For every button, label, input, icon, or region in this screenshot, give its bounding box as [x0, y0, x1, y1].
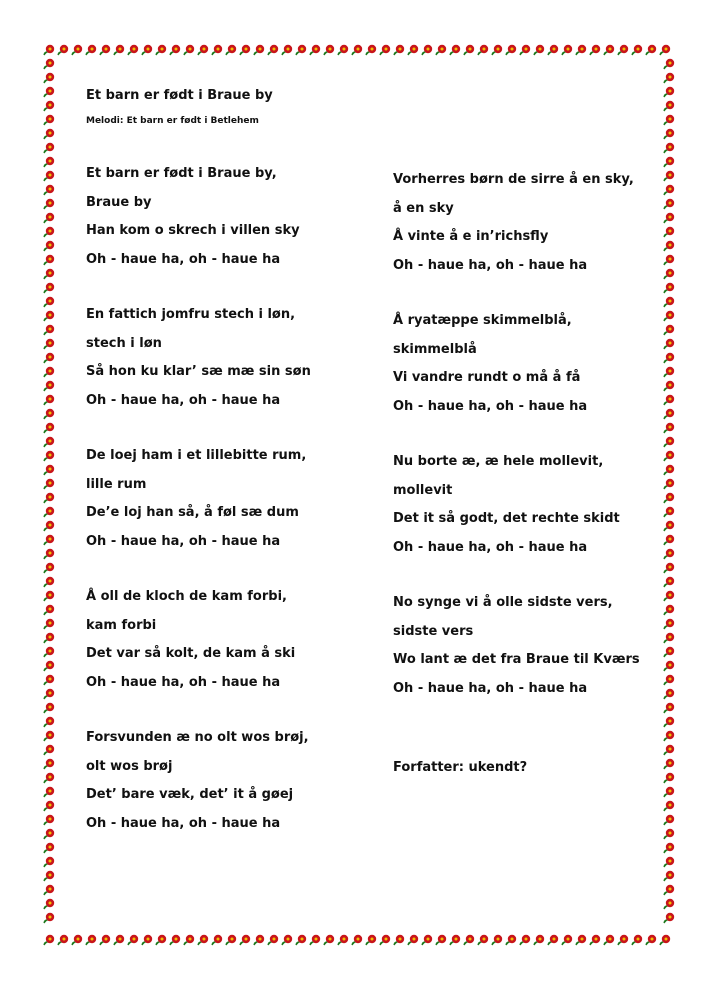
red-flower-icon	[662, 448, 676, 462]
lyric-line: Oh - haue ha, oh - haue ha	[86, 674, 281, 690]
red-flower-icon	[42, 112, 56, 126]
red-flower-icon	[662, 280, 676, 294]
red-flower-icon	[224, 932, 238, 946]
red-flower-icon	[378, 932, 392, 946]
red-flower-icon	[308, 42, 322, 56]
red-flower-icon	[182, 932, 196, 946]
red-flower-icon	[662, 434, 676, 448]
red-flower-icon	[280, 932, 294, 946]
lyric-line: Oh - haue ha, oh - haue ha	[86, 392, 281, 408]
lyric-line: Forsvunden æ no olt wos brøj,	[86, 730, 309, 745]
red-flower-icon	[476, 42, 490, 56]
lyric-line: Å oll de kloch de kam forbi,	[86, 589, 287, 604]
song-title: Et barn er født i Braue by	[86, 88, 273, 103]
red-flower-icon	[490, 42, 504, 56]
red-flower-icon	[406, 42, 420, 56]
red-flower-icon	[364, 932, 378, 946]
red-flower-icon	[662, 238, 676, 252]
lyric-line: mollevit	[393, 482, 453, 498]
red-flower-icon	[42, 434, 56, 448]
red-flower-icon	[42, 882, 56, 896]
stanza	[393, 307, 587, 421]
red-flower-icon	[42, 742, 56, 756]
red-flower-icon	[42, 406, 56, 420]
red-flower-icon	[662, 350, 676, 364]
red-flower-icon	[662, 630, 676, 644]
red-flower-icon	[602, 42, 616, 56]
stanza	[86, 160, 300, 274]
red-flower-icon	[42, 210, 56, 224]
red-flower-icon	[98, 42, 112, 56]
lyric-line: Braue by	[86, 194, 152, 210]
red-flower-icon	[662, 490, 676, 504]
red-flower-icon	[662, 182, 676, 196]
red-flower-icon	[322, 42, 336, 56]
red-flower-icon	[662, 868, 676, 882]
red-flower-icon	[336, 42, 350, 56]
red-flower-icon	[294, 42, 308, 56]
red-flower-icon	[588, 932, 602, 946]
red-flower-icon	[662, 518, 676, 532]
red-flower-icon	[662, 266, 676, 280]
red-flower-icon	[42, 546, 56, 560]
red-flower-icon	[42, 504, 56, 518]
red-flower-icon	[420, 42, 434, 56]
red-flower-icon	[42, 196, 56, 210]
red-flower-icon	[42, 910, 56, 924]
red-flower-icon	[662, 252, 676, 266]
red-flower-icon	[42, 798, 56, 812]
red-flower-icon	[630, 932, 644, 946]
red-flower-icon	[546, 932, 560, 946]
red-flower-icon	[560, 42, 574, 56]
author-note: Forfatter: ukendt?	[393, 760, 528, 775]
red-flower-icon	[42, 308, 56, 322]
red-flower-icon	[280, 42, 294, 56]
red-flower-icon	[662, 168, 676, 182]
red-flower-icon	[350, 932, 364, 946]
red-flower-icon	[662, 560, 676, 574]
red-flower-icon	[532, 42, 546, 56]
red-flower-icon	[252, 42, 266, 56]
border-row	[42, 932, 672, 946]
red-flower-icon	[42, 812, 56, 826]
red-flower-icon	[662, 742, 676, 756]
red-flower-icon	[616, 42, 630, 56]
red-flower-icon	[42, 728, 56, 742]
red-flower-icon	[84, 42, 98, 56]
red-flower-icon	[662, 336, 676, 350]
red-flower-icon	[662, 910, 676, 924]
red-flower-icon	[662, 140, 676, 154]
red-flower-icon	[252, 932, 266, 946]
red-flower-icon	[42, 140, 56, 154]
red-flower-icon	[42, 252, 56, 266]
lyric-line: kam forbi	[86, 617, 157, 633]
red-flower-icon	[42, 182, 56, 196]
red-flower-icon	[196, 42, 210, 56]
border-column	[42, 56, 56, 924]
red-flower-icon	[70, 42, 84, 56]
lyric-line: å en sky	[393, 200, 454, 216]
red-flower-icon	[662, 756, 676, 770]
red-flower-icon	[196, 932, 210, 946]
red-flower-icon	[378, 42, 392, 56]
red-flower-icon	[42, 70, 56, 84]
red-flower-icon	[662, 532, 676, 546]
red-flower-icon	[112, 42, 126, 56]
red-flower-icon	[112, 932, 126, 946]
red-flower-icon	[42, 294, 56, 308]
lyric-line: De’e loj han så, å føl sæ dum	[86, 505, 299, 520]
red-flower-icon	[658, 932, 672, 946]
red-flower-icon	[662, 56, 676, 70]
red-flower-icon	[662, 308, 676, 322]
stanza	[393, 166, 634, 280]
lyric-line: Oh - haue ha, oh - haue ha	[86, 815, 281, 831]
red-flower-icon	[42, 756, 56, 770]
red-flower-icon	[42, 784, 56, 798]
red-flower-icon	[42, 700, 56, 714]
red-flower-icon	[42, 392, 56, 406]
red-flower-icon	[42, 420, 56, 434]
red-flower-icon	[42, 518, 56, 532]
red-flower-icon	[504, 932, 518, 946]
red-flower-icon	[42, 154, 56, 168]
red-flower-icon	[42, 476, 56, 490]
red-flower-icon	[560, 932, 574, 946]
red-flower-icon	[662, 476, 676, 490]
lyric-line: skimmelblå	[393, 341, 477, 357]
red-flower-icon	[662, 714, 676, 728]
lyric-line: sidste vers	[393, 623, 474, 639]
red-flower-icon	[662, 672, 676, 686]
red-flower-icon	[42, 42, 56, 56]
red-flower-icon	[630, 42, 644, 56]
melody-note: Melodi: Et barn er født i Betlehem	[86, 116, 259, 126]
lyric-line: Det it så godt, det rechte skidt	[393, 511, 620, 526]
red-flower-icon	[42, 574, 56, 588]
red-flower-icon	[658, 42, 672, 56]
red-flower-icon	[308, 932, 322, 946]
red-flower-icon	[42, 854, 56, 868]
red-flower-icon	[476, 932, 490, 946]
red-flower-icon	[532, 932, 546, 946]
red-flower-icon	[42, 224, 56, 238]
red-flower-icon	[42, 630, 56, 644]
red-flower-icon	[662, 294, 676, 308]
red-flower-icon	[662, 420, 676, 434]
red-flower-icon	[662, 224, 676, 238]
red-flower-icon	[662, 784, 676, 798]
lyric-line: Oh - haue ha, oh - haue ha	[86, 251, 281, 267]
lyric-line: Det’ bare væk, det’ it å gøej	[86, 787, 294, 802]
red-flower-icon	[168, 932, 182, 946]
red-flower-icon	[662, 798, 676, 812]
lyric-line: Oh - haue ha, oh - haue ha	[393, 680, 588, 696]
border-column	[662, 56, 676, 924]
red-flower-icon	[350, 42, 364, 56]
red-flower-icon	[518, 42, 532, 56]
red-flower-icon	[266, 932, 280, 946]
red-flower-icon	[662, 602, 676, 616]
stanza	[393, 448, 620, 562]
stanza	[86, 724, 309, 838]
red-flower-icon	[56, 932, 70, 946]
red-flower-icon	[42, 672, 56, 686]
red-flower-icon	[504, 42, 518, 56]
red-flower-icon	[42, 98, 56, 112]
red-flower-icon	[602, 932, 616, 946]
red-flower-icon	[182, 42, 196, 56]
red-flower-icon	[364, 42, 378, 56]
red-flower-icon	[42, 686, 56, 700]
lyric-line: En fattich jomfru stech i løn,	[86, 307, 296, 322]
red-flower-icon	[266, 42, 280, 56]
red-flower-icon	[662, 98, 676, 112]
red-flower-icon	[70, 932, 84, 946]
lyric-line: Nu borte æ, æ hele mollevit,	[393, 454, 604, 469]
red-flower-icon	[42, 322, 56, 336]
red-flower-icon	[84, 932, 98, 946]
red-flower-icon	[392, 932, 406, 946]
red-flower-icon	[662, 812, 676, 826]
stanza	[86, 301, 311, 415]
red-flower-icon	[662, 644, 676, 658]
red-flower-icon	[224, 42, 238, 56]
red-flower-icon	[588, 42, 602, 56]
red-flower-icon	[448, 42, 462, 56]
red-flower-icon	[42, 168, 56, 182]
red-flower-icon	[662, 574, 676, 588]
red-flower-icon	[662, 126, 676, 140]
stanza	[86, 442, 306, 556]
red-flower-icon	[662, 392, 676, 406]
red-flower-icon	[662, 154, 676, 168]
red-flower-icon	[56, 42, 70, 56]
lyric-line: De loej ham i et lillebitte rum,	[86, 448, 307, 463]
red-flower-icon	[662, 406, 676, 420]
red-flower-icon	[42, 826, 56, 840]
red-flower-icon	[644, 42, 658, 56]
red-flower-icon	[644, 932, 658, 946]
lyric-line: Vorherres børn de sirre å en sky,	[393, 172, 634, 187]
red-flower-icon	[662, 70, 676, 84]
red-flower-icon	[42, 932, 56, 946]
lyric-line: Wo lant æ det fra Braue til Kværs	[393, 652, 640, 667]
red-flower-icon	[662, 700, 676, 714]
red-flower-icon	[42, 602, 56, 616]
red-flower-icon	[490, 932, 504, 946]
red-flower-icon	[126, 932, 140, 946]
lyric-line: Å ryatæppe skimmelblå,	[393, 313, 572, 328]
red-flower-icon	[662, 112, 676, 126]
red-flower-icon	[168, 42, 182, 56]
red-flower-icon	[462, 932, 476, 946]
red-flower-icon	[42, 462, 56, 476]
red-flower-icon	[662, 686, 676, 700]
red-flower-icon	[662, 378, 676, 392]
red-flower-icon	[448, 932, 462, 946]
red-flower-icon	[662, 882, 676, 896]
red-flower-icon	[42, 532, 56, 546]
red-flower-icon	[662, 84, 676, 98]
red-flower-icon	[420, 932, 434, 946]
lyric-line: Så hon ku klar’ sæ mæ sin søn	[86, 364, 311, 379]
red-flower-icon	[98, 932, 112, 946]
red-flower-icon	[238, 932, 252, 946]
stanza	[393, 589, 640, 703]
red-flower-icon	[662, 616, 676, 630]
red-flower-icon	[574, 932, 588, 946]
red-flower-icon	[662, 728, 676, 742]
red-flower-icon	[42, 658, 56, 672]
red-flower-icon	[42, 238, 56, 252]
red-flower-icon	[662, 896, 676, 910]
red-flower-icon	[42, 490, 56, 504]
red-flower-icon	[546, 42, 560, 56]
red-flower-icon	[42, 280, 56, 294]
red-flower-icon	[42, 56, 56, 70]
lyric-line: stech i løn	[86, 335, 162, 351]
red-flower-icon	[126, 42, 140, 56]
red-flower-icon	[662, 770, 676, 784]
red-flower-icon	[462, 42, 476, 56]
red-flower-icon	[154, 932, 168, 946]
red-flower-icon	[42, 350, 56, 364]
red-flower-icon	[434, 932, 448, 946]
lyric-line: Det var så kolt, de kam å ski	[86, 646, 296, 661]
lyric-line: Å vinte å e in’richsfly	[393, 229, 549, 244]
red-flower-icon	[662, 658, 676, 672]
red-flower-icon	[42, 448, 56, 462]
red-flower-icon	[662, 546, 676, 560]
red-flower-icon	[662, 196, 676, 210]
red-flower-icon	[322, 932, 336, 946]
red-flower-icon	[140, 932, 154, 946]
red-flower-icon	[42, 840, 56, 854]
red-flower-icon	[518, 932, 532, 946]
red-flower-icon	[42, 770, 56, 784]
lyric-line: No synge vi å olle sidste vers,	[393, 595, 613, 610]
red-flower-icon	[42, 364, 56, 378]
red-flower-icon	[238, 42, 252, 56]
red-flower-icon	[294, 932, 308, 946]
red-flower-icon	[406, 932, 420, 946]
lyric-line: Vi vandre rundt o må å få	[393, 370, 581, 385]
stanza	[86, 583, 295, 697]
red-flower-icon	[42, 616, 56, 630]
red-flower-icon	[42, 126, 56, 140]
lyric-line: Et barn er født i Braue by,	[86, 166, 277, 181]
lyric-line: Oh - haue ha, oh - haue ha	[393, 398, 588, 414]
red-flower-icon	[434, 42, 448, 56]
lyric-line: Oh - haue ha, oh - haue ha	[393, 257, 588, 273]
red-flower-icon	[42, 378, 56, 392]
lyric-line: Han kom o skrech i villen sky	[86, 223, 300, 238]
red-flower-icon	[662, 826, 676, 840]
red-flower-icon	[42, 896, 56, 910]
red-flower-icon	[662, 364, 676, 378]
red-flower-icon	[616, 932, 630, 946]
red-flower-icon	[42, 84, 56, 98]
red-flower-icon	[392, 42, 406, 56]
lyric-line: olt wos brøj	[86, 758, 173, 774]
red-flower-icon	[42, 266, 56, 280]
red-flower-icon	[42, 336, 56, 350]
red-flower-icon	[42, 588, 56, 602]
lyric-line: Oh - haue ha, oh - haue ha	[86, 533, 281, 549]
red-flower-icon	[662, 588, 676, 602]
red-flower-icon	[662, 840, 676, 854]
red-flower-icon	[662, 322, 676, 336]
red-flower-icon	[574, 42, 588, 56]
lyric-line: lille rum	[86, 476, 147, 492]
red-flower-icon	[662, 210, 676, 224]
lyric-line: Oh - haue ha, oh - haue ha	[393, 539, 588, 555]
red-flower-icon	[154, 42, 168, 56]
red-flower-icon	[140, 42, 154, 56]
red-flower-icon	[210, 932, 224, 946]
red-flower-icon	[662, 854, 676, 868]
red-flower-icon	[42, 560, 56, 574]
red-flower-icon	[42, 644, 56, 658]
red-flower-icon	[662, 462, 676, 476]
red-flower-icon	[210, 42, 224, 56]
border-row	[42, 42, 672, 56]
red-flower-icon	[42, 868, 56, 882]
red-flower-icon	[662, 504, 676, 518]
red-flower-icon	[42, 714, 56, 728]
red-flower-icon	[336, 932, 350, 946]
